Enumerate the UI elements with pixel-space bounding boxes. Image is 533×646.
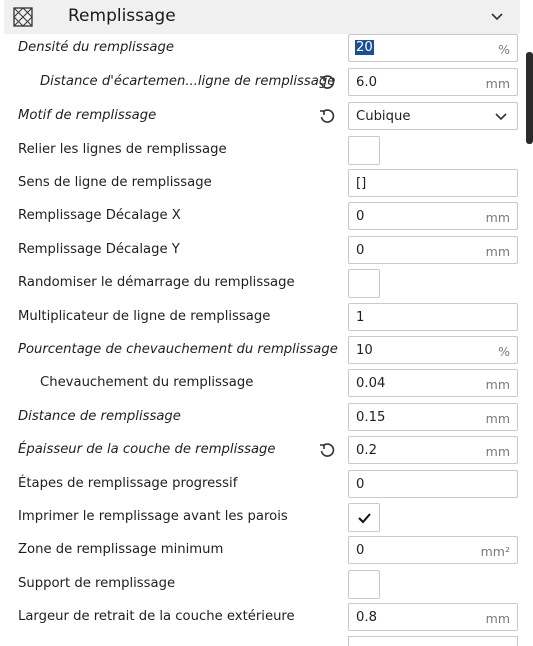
setting-infill-line-multiplier bbox=[0, 301, 533, 334]
field-value: 1 bbox=[356, 310, 365, 325]
field-value: 0 bbox=[356, 477, 365, 492]
field-value: 0.8 bbox=[356, 610, 377, 625]
field-unit: mm² bbox=[480, 544, 510, 559]
chevron-down-icon[interactable] bbox=[488, 8, 506, 26]
setting-label: Remplissage Décalage Y bbox=[18, 242, 180, 257]
field-unit: % bbox=[498, 42, 510, 57]
field-unit: mm bbox=[485, 76, 510, 91]
setting-label: Étapes de remplissage progressif bbox=[18, 476, 238, 491]
chevron-down-icon bbox=[493, 109, 509, 125]
setting-infill-overlap bbox=[0, 367, 533, 400]
infill-overlap-percentage-input[interactable] bbox=[348, 336, 518, 364]
setting-infill-pattern bbox=[0, 100, 533, 133]
field-unit: % bbox=[498, 344, 510, 359]
section-header-infill[interactable] bbox=[4, 0, 520, 34]
infill-before-walls-checkbox[interactable] bbox=[348, 503, 380, 532]
setting-infill-line-directions bbox=[0, 167, 533, 200]
setting-label: Imprimer le remplissage avant les parois bbox=[18, 509, 288, 524]
infill-wipe-distance-input[interactable] bbox=[348, 403, 518, 431]
setting-label: Sens de ligne de remplissage bbox=[18, 175, 212, 190]
field-value: 20 bbox=[356, 40, 373, 55]
setting-min-infill-area bbox=[0, 534, 533, 567]
field-value: 0.15 bbox=[356, 410, 386, 425]
randomize-infill-start-checkbox[interactable] bbox=[348, 269, 380, 298]
infill-line-directions-input[interactable] bbox=[348, 169, 518, 197]
setting-label: Densité du remplissage bbox=[18, 40, 174, 55]
field-value: 0.2 bbox=[356, 443, 377, 458]
min-infill-area-input[interactable] bbox=[348, 536, 518, 564]
scrollbar-thumb[interactable] bbox=[526, 52, 533, 144]
setting-label: Largeur de retrait de la couche extérieure bbox=[18, 609, 295, 624]
field-value: 6.0 bbox=[356, 75, 377, 90]
infill-support-checkbox[interactable] bbox=[348, 570, 380, 599]
field-value: Cubique bbox=[356, 109, 411, 124]
setting-label: Support de remplissage bbox=[18, 576, 176, 591]
setting-label: Remplissage Décalage X bbox=[18, 208, 181, 223]
field-value: 10 bbox=[356, 343, 373, 358]
infill-offset-x-input[interactable] bbox=[348, 202, 518, 230]
field-value: 0 bbox=[356, 243, 365, 258]
infill-line-multiplier-input[interactable] bbox=[348, 303, 518, 331]
setting-infill-offset-y bbox=[0, 234, 533, 267]
setting-label: Motif de remplissage bbox=[18, 108, 157, 123]
setting-label: Épaisseur de la couche de remplissage bbox=[18, 442, 276, 457]
section-title: Remplissage bbox=[68, 6, 176, 26]
connect-infill-lines-checkbox[interactable] bbox=[348, 136, 380, 165]
field-unit: mm bbox=[485, 210, 510, 225]
setting-label: Pourcentage de chevauchement du remplissage bbox=[18, 342, 338, 357]
infill-line-distance-input[interactable] bbox=[348, 68, 518, 96]
setting-label: Distance d'écartemen...ligne de remplissage bbox=[40, 74, 336, 89]
gradual-infill-steps-input[interactable] bbox=[348, 470, 518, 498]
infill-offset-y-input[interactable] bbox=[348, 236, 518, 264]
setting-randomize-infill-start bbox=[0, 267, 533, 300]
infill-density-input[interactable] bbox=[348, 34, 518, 62]
reset-icon[interactable] bbox=[318, 108, 336, 126]
setting-infill-offset-x bbox=[0, 200, 533, 233]
infill-layer-thickness-input[interactable] bbox=[348, 436, 518, 464]
setting-label: Distance de remplissage bbox=[18, 409, 181, 424]
infill-overlap-input[interactable] bbox=[348, 369, 518, 397]
setting-connect-infill-lines bbox=[0, 134, 533, 167]
setting-label: Multiplicateur de ligne de remplissage bbox=[18, 309, 271, 324]
setting-infill-line-distance bbox=[0, 66, 533, 99]
field-unit: mm bbox=[485, 444, 510, 459]
setting-label: Zone de remplissage minimum bbox=[18, 542, 224, 557]
field-unit: mm bbox=[485, 244, 510, 259]
reset-icon[interactable] bbox=[318, 442, 336, 460]
setting-label: Chevauchement du remplissage bbox=[40, 375, 254, 390]
setting-infill-support bbox=[0, 568, 533, 601]
setting-infill-before-walls bbox=[0, 501, 533, 534]
setting-infill-density bbox=[0, 32, 533, 65]
setting-label: Relier les lignes de remplissage bbox=[18, 142, 227, 157]
field-value: [] bbox=[356, 176, 367, 191]
field-unit: mm bbox=[485, 411, 510, 426]
setting-infill-wipe-distance bbox=[0, 401, 533, 434]
next-setting-input[interactable] bbox=[348, 636, 518, 646]
field-unit: mm bbox=[485, 611, 510, 626]
field-value: 0 bbox=[356, 543, 365, 558]
setting-infill-layer-thickness bbox=[0, 434, 533, 467]
setting-gradual-infill-steps bbox=[0, 468, 533, 501]
setting-infill-overlap-percentage bbox=[0, 334, 533, 367]
setting-label: Randomiser le démarrage du remplissage bbox=[18, 275, 295, 290]
skin-removal-width-input[interactable] bbox=[348, 603, 518, 631]
field-value: 0 bbox=[356, 209, 365, 224]
field-value: 0.04 bbox=[356, 376, 386, 391]
field-unit: mm bbox=[485, 377, 510, 392]
infill-grid-icon bbox=[12, 6, 34, 28]
setting-skin-removal-width bbox=[0, 601, 533, 634]
reset-icon[interactable] bbox=[318, 74, 336, 92]
checkmark-icon bbox=[357, 511, 372, 524]
infill-pattern-select[interactable] bbox=[348, 102, 518, 130]
